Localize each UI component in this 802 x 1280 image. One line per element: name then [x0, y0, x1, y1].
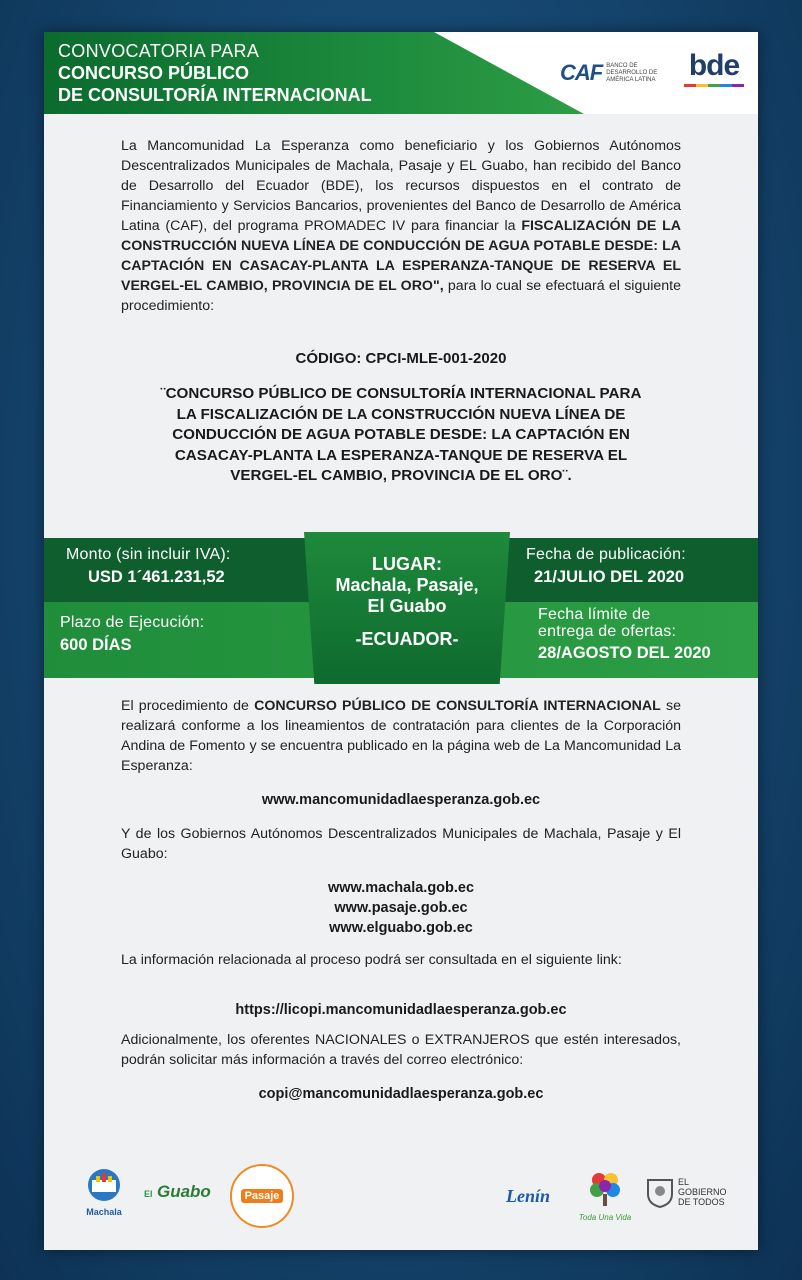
gobierno-logo-text	[678, 1177, 727, 1207]
pasaje-logo-text: Pasaje	[241, 1189, 284, 1203]
procedure-lead: El procedimiento de	[121, 698, 249, 714]
header	[44, 32, 758, 114]
lugar-country: -ECUADOR-	[355, 629, 459, 649]
guabo-logo	[144, 1182, 211, 1202]
gobierno-text-1: EL	[678, 1177, 690, 1187]
info-paragraph: La información relacionada al proceso podrá ser consultada en el siguiente link:	[121, 952, 622, 968]
bde-color-bar	[684, 84, 744, 87]
machala-logo	[78, 1168, 130, 1217]
bde-logo-mark: bde	[688, 49, 740, 82]
contact-paragraph: Adicionalmente, los oferentes NACIONALES o EXTRANJEROS que estén interesados, podrán solicitar más información a través del correo electrónico:	[121, 1032, 681, 1068]
monto-value: USD 1´461.231,52	[88, 568, 225, 586]
title-line: ¨CONCURSO PÚBLICO DE CONSULTORÍA INTERNACIONAL PARA	[160, 385, 642, 402]
machala-logo-icon	[83, 1168, 125, 1202]
caf-logo	[560, 60, 658, 86]
intro-text: La Mancomunidad La Esperanza como beneficiario y los Gobiernos Autónomos Descentralizados Municipales de Machala, Pasaje y EL Guabo, han recibido del Banco de Desarrollo del Ecuador (BDE), los recursos dispuestos en el contrato de Financiamiento y Servicios Bancarios, provenientes del Banco de Desarrollo de América Latina (CAF), del programa PROMADEC IV para financiar la	[121, 138, 681, 234]
codigo: CÓDIGO: CPCI-MLE-001-2020	[295, 350, 507, 367]
url-pasaje[interactable]: www.pasaje.gob.ec	[334, 900, 468, 916]
header-title	[58, 40, 372, 106]
header-line-2: CONCURSO PÚBLICO	[58, 63, 250, 83]
announcement-card	[44, 32, 758, 1250]
url-machala[interactable]: www.machala.gob.ec	[327, 880, 475, 896]
caf-logo-subtitle: BANCO DE DESARROLLO DE AMÉRICA LATINA	[606, 62, 658, 83]
procedure-paragraph	[121, 696, 681, 776]
intro-paragraph	[121, 136, 681, 316]
title-line: LA FISCALIZACIÓN DE LA CONSTRUCCIÓN NUEVA LÍNEA DE	[176, 405, 626, 423]
lenin-logo: Lenín	[506, 1186, 551, 1206]
plazo-value: 600 DÍAS	[60, 636, 132, 654]
footer-logos	[44, 1162, 758, 1232]
publicacion-label: Fecha de publicación:	[526, 546, 686, 563]
lugar-line-2: El Guabo	[367, 596, 447, 616]
pasaje-logo	[230, 1164, 294, 1228]
limite-label	[538, 606, 676, 640]
limite-label-2: entrega de ofertas:	[538, 623, 677, 640]
lugar-label: LUGAR:	[372, 554, 442, 574]
guabo-logo-el: El	[144, 1189, 153, 1199]
urls-municipios	[88, 878, 714, 938]
bde-logo	[684, 50, 744, 87]
info-band	[44, 538, 758, 678]
limite-label-1: Fecha límite de	[538, 606, 651, 623]
lugar-line-1: Machala, Pasaje,	[335, 575, 479, 595]
plazo-label: Plazo de Ejecución:	[60, 614, 205, 631]
toda-una-vida-text: Toda Una Vida	[578, 1213, 632, 1222]
title-line: CASACAY-PLANTA LA ESPERANZA-TANQUE DE RESERVA EL	[174, 446, 628, 464]
publicacion-value: 21/JULIO DEL 2020	[534, 568, 685, 586]
gobierno-text-2: GOBIERNO	[678, 1187, 727, 1197]
procedure-tail: se realizará conforme a los lineamientos de contratación para clientes de la Corporación Andina de Fomento y se encuentra publicado en la página web de La Mancomunidad La Esperanza:	[121, 698, 681, 774]
lugar-block	[304, 554, 510, 650]
machala-logo-text: Machala	[86, 1207, 122, 1217]
header-line-1: CONVOCATORIA PARA	[58, 41, 260, 61]
header-line-3: DE CONSULTORÍA INTERNACIONAL	[58, 85, 372, 105]
monto-label: Monto (sin incluir IVA):	[66, 546, 231, 563]
intro-tail: para lo cual se efectuará el siguiente procedimiento:	[121, 278, 681, 314]
intro-bold: FISCALIZACIÓN DE LA CONSTRUCCIÓN NUEVA LÍNEA DE CONDUCCIÓN DE AGUA POTABLE DESDE: LA CAPTACIÓN EN CASACAY-PLANTA LA ESPERANZA-TANQUE DE RESERVA EL VERGEL-EL CAMBIO, PROVINCIA DE EL ORO",	[121, 218, 681, 294]
url-licopi[interactable]: https://licopi.mancomunidadlaesperanza.gob.ec	[235, 1002, 567, 1018]
procedure-bold: CONCURSO PÚBLICO DE CONSULTORÍA INTERNACIONAL	[254, 698, 661, 714]
gobierno-text-3: DE TODOS	[678, 1197, 725, 1207]
gobierno-logo	[646, 1176, 727, 1208]
tree-icon	[585, 1168, 625, 1208]
guabo-logo-text: Guabo	[156, 1182, 211, 1201]
title-line: VERGEL-EL CAMBIO, PROVINCIA DE EL ORO¨.	[230, 467, 572, 484]
gobiernos-paragraph: Y de los Gobiernos Autónomos Descentralizados Municipales de Machala, Pasaje y El Guabo:	[121, 826, 681, 862]
url-elguabo[interactable]: www.elguabo.gob.ec	[329, 920, 473, 936]
title-line: CONDUCCIÓN DE AGUA POTABLE DESDE: LA CAPTACIÓN EN	[172, 426, 630, 443]
url-mancomunidad[interactable]: www.mancomunidadlaesperanza.gob.ec	[261, 792, 541, 808]
title-block	[88, 384, 714, 487]
ecuador-shield-icon	[646, 1176, 674, 1208]
limite-value: 28/AGOSTO DEL 2020	[538, 644, 711, 662]
toda-una-vida-logo	[576, 1168, 634, 1222]
caf-logo-mark: CAF	[560, 60, 603, 85]
email-link[interactable]: copi@mancomunidadlaesperanza.gob.ec	[258, 1086, 544, 1102]
